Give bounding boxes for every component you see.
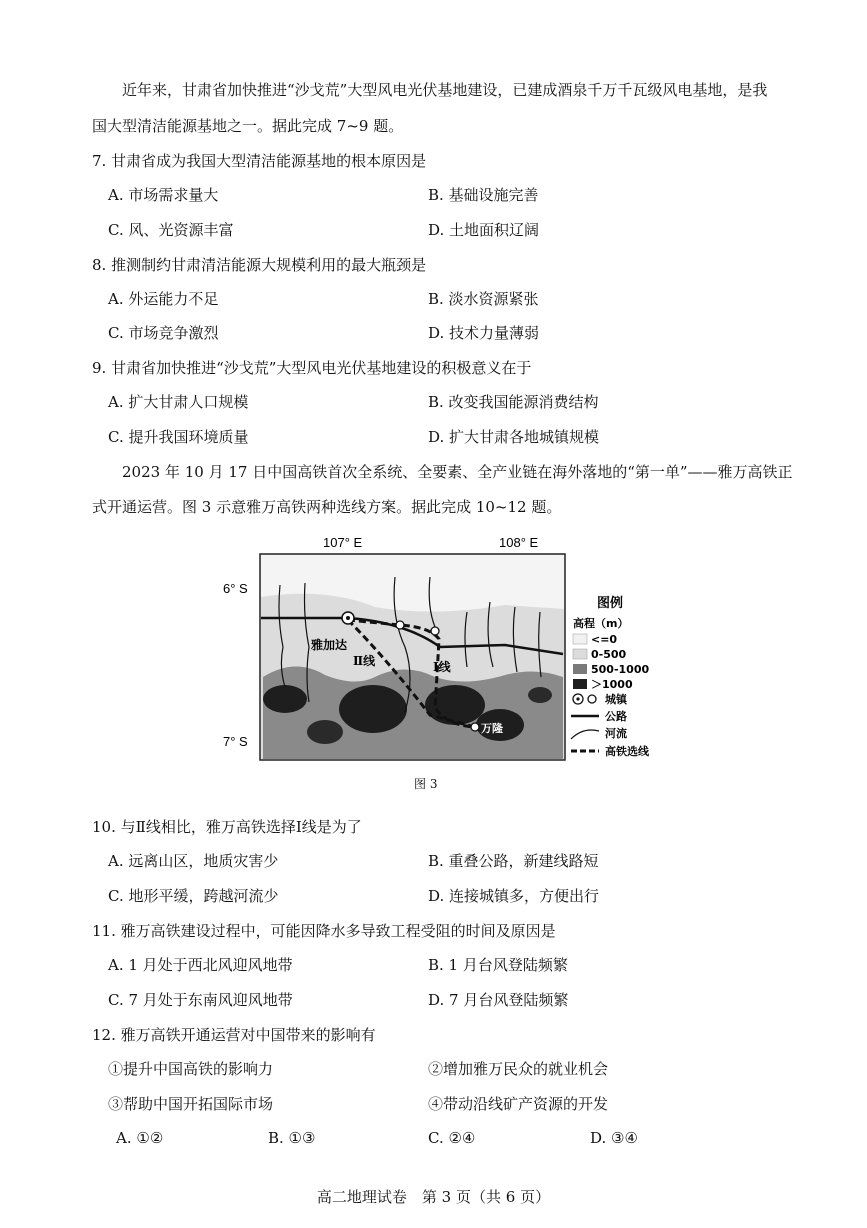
lat-label: 7° S [223,734,248,749]
question-9-stem: 9. 甘肃省加快推进“沙戈荒”大型风电光伏基地建设的积极意义在于 [92,359,532,377]
question-9-option-b: B. 改变我国能源消费结构 [428,393,599,411]
question-12-item-1: ①提升中国高铁的影响力 [108,1060,274,1078]
question-8-option-d: D. 技术力量薄弱 [428,324,540,342]
legend-swatch-mid [573,664,587,674]
lon-label: 108° E [499,535,539,550]
figure-caption: 图 3 [414,777,438,791]
question-7-option-d: D. 土地面积辽阔 [428,221,540,239]
question-12-option-a: A. ①② [116,1129,164,1147]
legend-swatch-le0 [573,634,587,644]
question-12-item-2: ②增加雅万民众的就业机会 [428,1060,609,1078]
legend-elevation-high: ＞1000 [591,678,633,691]
question-10-option-a: A. 远离山区，地质灾害少 [108,852,279,870]
question-10-option-b: B. 重叠公路，新建线路短 [428,852,599,870]
question-12-option-d: D. ③④ [590,1129,638,1147]
question-12-item-3: ③帮助中国开拓国际市场 [108,1095,274,1113]
question-9-option-a: A. 扩大甘肃人口规模 [108,393,249,411]
question-12-item-4: ④带动沿线矿产资源的开发 [428,1095,609,1113]
question-8-option-a: A. 外运能力不足 [108,290,219,308]
page-footer: 高二地理试卷 第 3 页（共 6 页） [316,1188,551,1206]
place-label-jakarta: 雅加达 [311,638,348,652]
question-9-option-d: D. 扩大甘肃各地城镇规模 [428,428,600,446]
legend-town-label: 城镇 [605,693,627,706]
town-marker [396,621,404,629]
terrain-high [528,687,552,703]
question-11-option-c: C. 7 月处于东南风迎风地带 [108,991,293,1009]
question-10-stem: 10. 与Ⅱ线相比，雅万高铁选择Ⅰ线是为了 [92,818,362,836]
question-7-option-a: A. 市场需求量大 [108,186,219,204]
terrain-mid [263,666,563,759]
question-7-option-c: C. 风、光资源丰富 [108,221,234,239]
lat-label: 6° S [223,581,248,596]
lon-label: 107° E [323,535,363,550]
intro-paragraph-line: 国大型清洁能源基地之一。据此完成 7~9 题。 [92,117,404,135]
map-frame [260,554,565,760]
intro-paragraph-line: 2023 年 10 月 17 日中国高铁首次全系统、全要素、全产业链在海外落地的“第一单”——雅万高铁正 [122,463,793,481]
question-12-option-c: C. ②④ [428,1129,476,1147]
legend-swatch-low [573,649,587,659]
question-10-option-d: D. 连接城镇多，方便出行 [428,887,600,905]
legend-rail-label: 高铁选线 [605,745,649,758]
question-11-option-a: A. 1 月处于西北风迎风地带 [108,956,293,974]
question-9-option-c: C. 提升我国环境质量 [108,428,249,446]
rail-route-map [205,527,675,767]
question-7-stem: 7. 甘肃省成为我国大型清洁能源基地的根本原因是 [92,152,427,170]
question-11-stem: 11. 雅万高铁建设过程中，可能因降水多导致工程受阻的时间及原因是 [92,922,556,940]
legend-title: 图例 [597,596,624,611]
terrain-high [307,720,343,744]
terrain-high [263,685,307,713]
map-legend [571,595,650,758]
legend-river-icon [571,730,599,739]
question-8-option-c: C. 市场竞争激烈 [108,324,219,342]
question-11-option-d: D. 7 月台风登陆频繁 [428,991,569,1009]
question-10-option-c: C. 地形平缓，跨越河流少 [108,887,279,905]
legend-swatch-high [573,679,587,689]
question-7-option-b: B. 基础设施完善 [428,186,539,204]
legend-elevation-low: 0-500 [591,648,627,661]
question-12-option-b: B. ①③ [268,1129,316,1147]
town-marker [431,627,439,635]
question-12-stem: 12. 雅万高铁开通运营对中国带来的影响有 [92,1026,376,1044]
question-8-option-b: B. 淡水资源紧张 [428,290,539,308]
legend-town-icon [588,695,596,703]
legend-elevation-mid: 500-1000 [591,663,650,676]
line-2-label: Ⅱ线 [353,654,376,668]
intro-paragraph-line: 式开通运营。图 3 示意雅万高铁两种选线方案。据此完成 10~12 题。 [92,498,562,516]
legend-elevation-le0: <=0 [591,633,618,646]
question-11-option-b: B. 1 月台风登陆频繁 [428,956,568,974]
legend-elevation-title: 高程（m） [573,617,629,630]
town-marker [471,723,479,731]
place-label-bandung: 万隆 [481,722,503,735]
legend-river-label: 河流 [605,727,627,740]
line-1-label: Ⅰ线 [433,660,451,674]
legend-road-label: 公路 [605,710,627,723]
intro-paragraph-line: 近年来，甘肃省加快推进“沙戈荒”大型风电光伏基地建设，已建成酒泉千万千瓦级风电基地，是我 [122,81,768,99]
question-8-stem: 8. 推测制约甘肃清洁能源大规模利用的最大瓶颈是 [92,256,427,274]
terrain-high [339,685,407,733]
